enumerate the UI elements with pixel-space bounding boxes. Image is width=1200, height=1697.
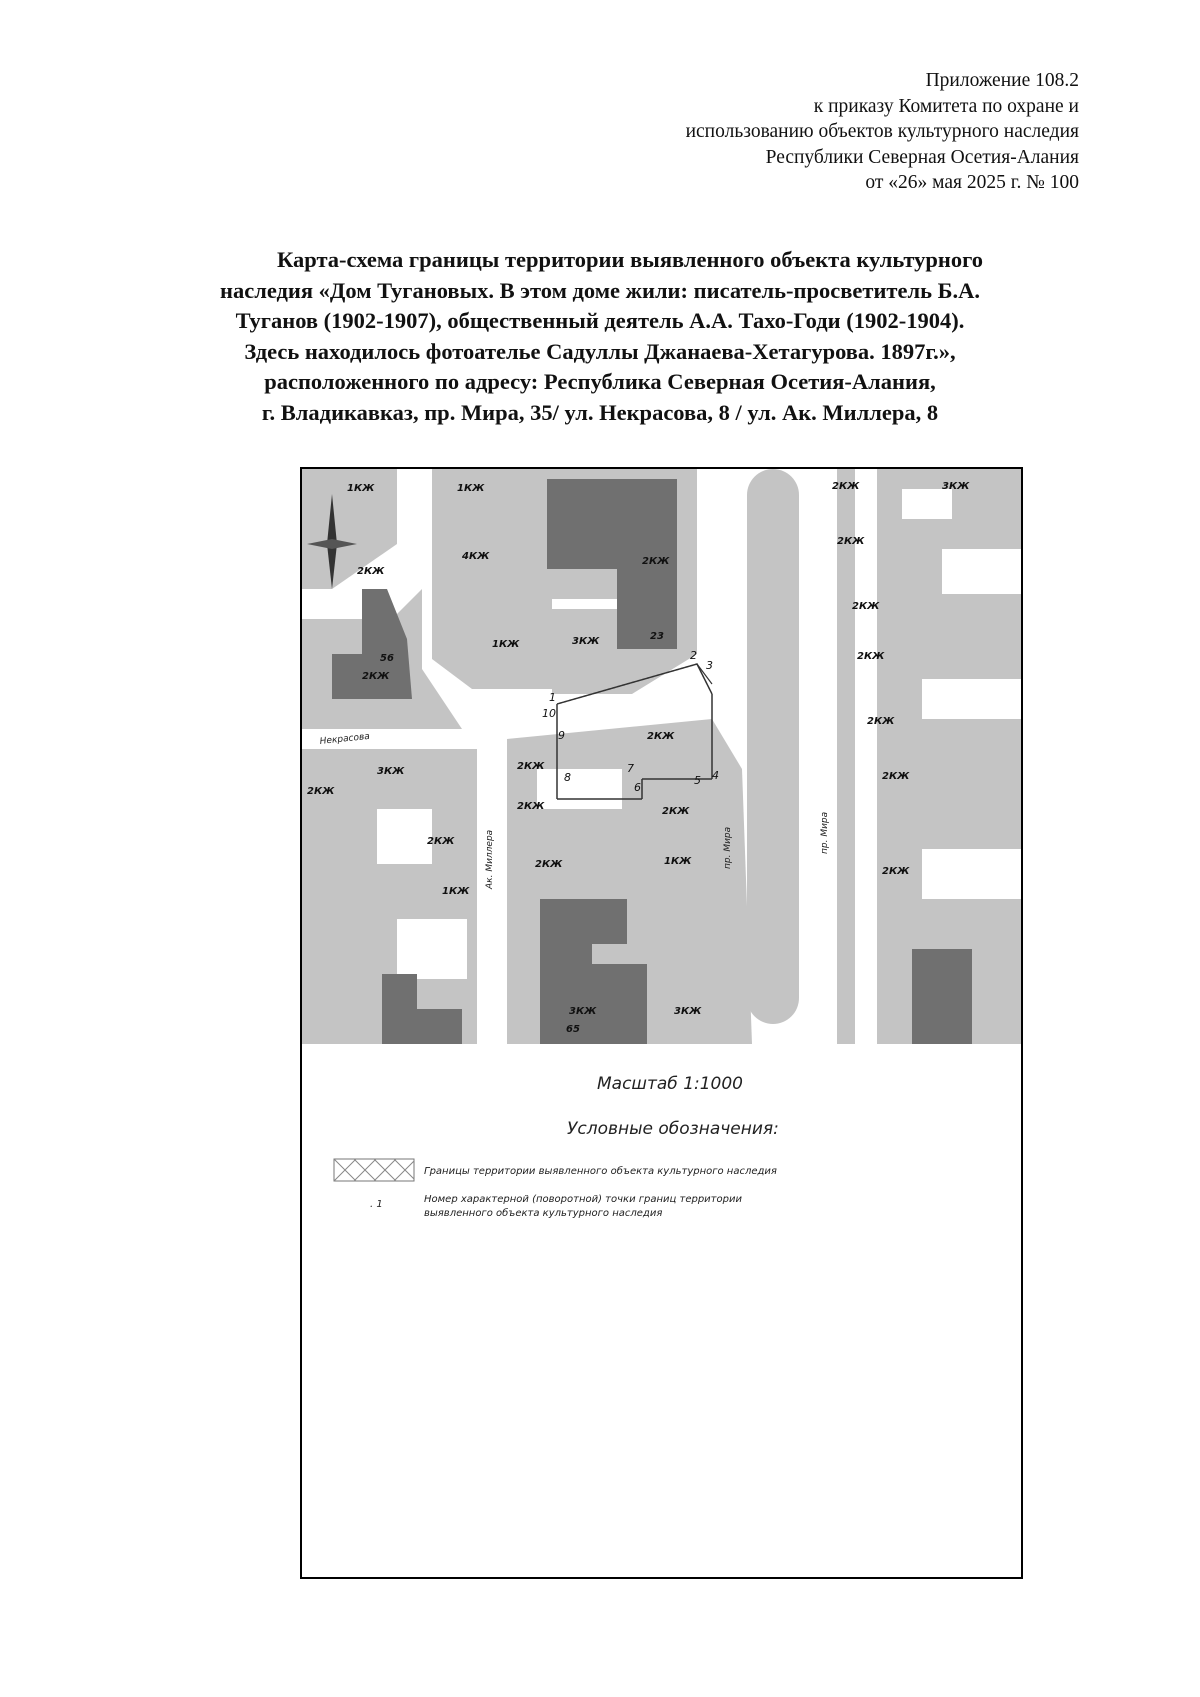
title-line: расположенного по адресу: Республика Северная Осетия-Алания,	[264, 369, 936, 394]
boundary-point-label: 7	[627, 762, 634, 775]
building-label: 4КЖ	[462, 551, 490, 562]
boundary-point-label: 1	[549, 691, 556, 704]
building-label: 3КЖ	[572, 636, 600, 647]
appendix-header	[686, 68, 1079, 196]
boundary-point-label: 6	[634, 781, 641, 794]
street-name: пр. Мира	[723, 826, 733, 869]
building-label: 3КЖ	[942, 481, 970, 492]
building-label: 1КЖ	[492, 639, 520, 650]
building-label: 2КЖ	[867, 716, 895, 727]
building-label: 3КЖ	[569, 1006, 597, 1017]
boundary-point-label: 8	[564, 771, 571, 784]
courtyard	[397, 919, 467, 979]
building-label: 3КЖ	[674, 1006, 702, 1017]
building-label: 3КЖ	[377, 766, 405, 777]
building-label: 2КЖ	[882, 866, 910, 877]
legend-boundary-swatch	[334, 1159, 414, 1181]
title-line: Здесь находилось фотоателье Садуллы Джанаева-Хетагурова. 1897г.»,	[244, 338, 956, 364]
building-label: 2КЖ	[517, 761, 545, 772]
house-number: 23	[650, 631, 664, 642]
appendix-line: к приказу Комитета по охране и	[813, 95, 1079, 117]
building-label: 2КЖ	[427, 836, 455, 847]
building-label: 2КЖ	[837, 536, 865, 547]
legend-point-text: выявленного объекта культурного наследия	[424, 1208, 663, 1219]
building-label: 1КЖ	[442, 886, 470, 897]
appendix-line: Республики Северная Осетия-Алания	[765, 146, 1079, 168]
building-label: 1КЖ	[457, 483, 485, 494]
legend-boundary-text: Границы территории выявленного объекта культурного наследия	[424, 1166, 777, 1177]
title-line: Карта-схема границы территории выявленного объекта культурного	[276, 247, 984, 272]
courtyard	[942, 549, 1021, 594]
legend-title: Условные обозначения:	[567, 1119, 779, 1139]
street-name: пр. Мира	[820, 811, 830, 854]
street-name: Некрасова	[319, 731, 371, 747]
building-label: 2КЖ	[517, 801, 545, 812]
dark-building	[912, 949, 972, 1044]
building-label: 2КЖ	[647, 731, 675, 742]
legend-point-text: Номер характерной (поворотной) точки границ территории	[424, 1194, 742, 1205]
building-label: 2КЖ	[357, 566, 385, 577]
title-line: г. Владикавказ, пр. Мира, 35/ ул. Некрасова, 8 / ул. Ак. Миллера, 8	[261, 399, 939, 425]
building-label: 2КЖ	[307, 786, 335, 797]
courtyard	[377, 809, 432, 864]
document-title	[120, 245, 1080, 428]
house-number: 56	[380, 653, 394, 664]
title-line: наследия «Дом Тугановых. В этом доме жили: писатель-просветитель Б.А.	[220, 277, 980, 303]
boundary-point-label: 10	[542, 707, 556, 720]
map-scheme-frame	[300, 467, 1023, 1579]
appendix-date-line: от «26» мая 2025 г. № 100	[865, 172, 1079, 193]
building-label: 2КЖ	[535, 859, 563, 870]
map-scheme	[302, 469, 1021, 1577]
appendix-line: использованию объектов культурного наследия	[685, 121, 1079, 142]
building-label: 2КЖ	[852, 601, 880, 612]
map-scale: Масштаб 1:1000	[597, 1074, 744, 1094]
building-label: 1КЖ	[664, 856, 692, 867]
boundary-point-label: 3	[706, 659, 713, 672]
house-number: 65	[566, 1024, 580, 1035]
avenue-sidewalk	[837, 469, 855, 1044]
boundary-point-label: 4	[712, 769, 719, 782]
title-line: Туганов (1902-1907), общественный деятель А.А. Тахо-Годи (1902-1904).	[235, 308, 965, 333]
boundary-point-label: 5	[694, 774, 701, 787]
boundary-point-label: 9	[558, 729, 565, 742]
street-name: Ак. Миллера	[485, 829, 495, 889]
boundary-point-label: 2	[690, 649, 697, 662]
building-label: 2КЖ	[662, 806, 690, 817]
building-label: 2КЖ	[642, 556, 670, 567]
courtyard	[922, 849, 1021, 899]
building-label: 2КЖ	[832, 481, 860, 492]
courtyard	[537, 769, 622, 809]
avenue-median	[747, 469, 799, 1024]
building-label: 2КЖ	[362, 671, 390, 682]
building-label: 2КЖ	[882, 771, 910, 782]
courtyard	[922, 679, 1021, 719]
courtyard	[902, 489, 952, 519]
appendix-line: Приложение 108.2	[925, 70, 1079, 91]
legend-point-sample: . 1	[370, 1199, 383, 1210]
building-label: 2КЖ	[857, 651, 885, 662]
building-label: 1КЖ	[347, 483, 375, 494]
